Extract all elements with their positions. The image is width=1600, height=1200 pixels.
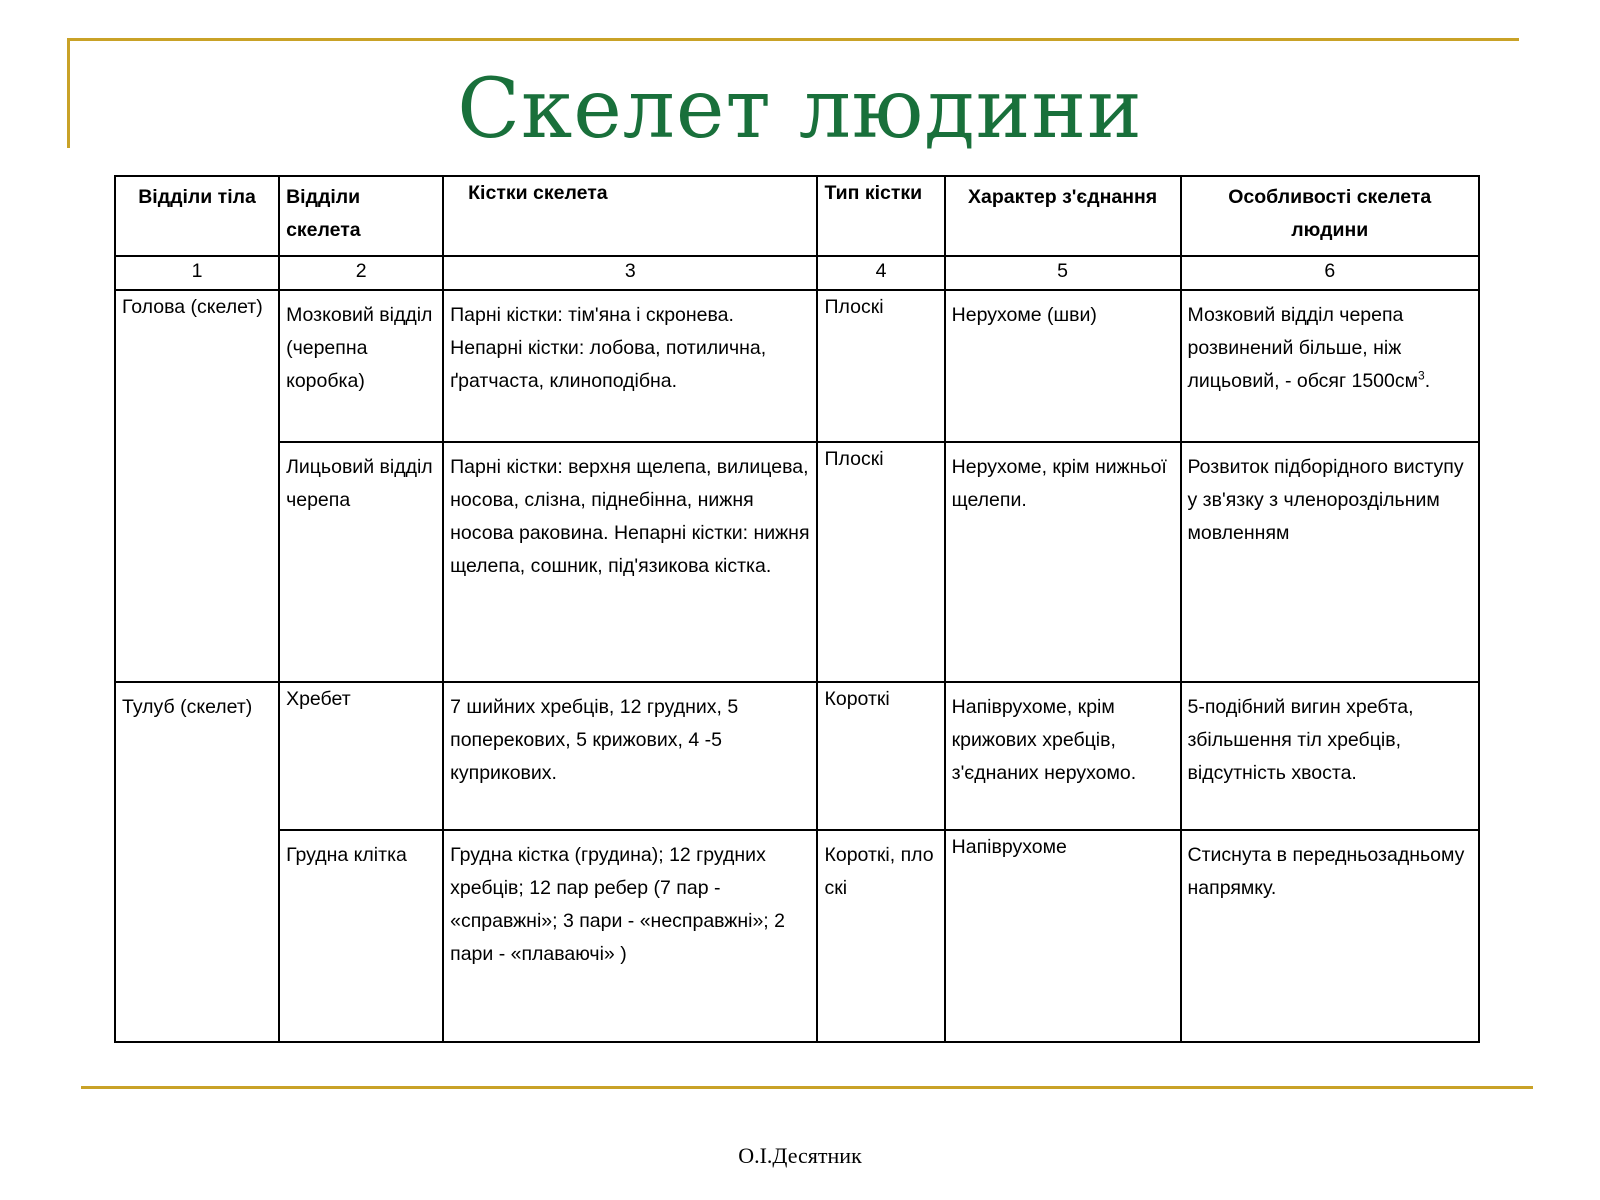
skeleton-table [114, 175, 1480, 1043]
cell-bones: Парні кістки: тім'яна і скронева. Непарні кістки: лобова, потилична, ґратчаста, клиноподібна. [443, 290, 817, 442]
cell-features [1181, 290, 1479, 442]
cell-section: Хребет [279, 682, 443, 830]
cell-bone-type: Плоскі [817, 442, 944, 682]
cell-joint: Напіврухоме, крім крижових хребців, з'єднаних нерухомо. [945, 682, 1181, 830]
cell-joint: Нерухоме, крім нижньої щелепи. [945, 442, 1181, 682]
cell-features: Розвиток підборідного виступу у зв'язку з членороздільним мовленням [1181, 442, 1479, 682]
features-superscript: 3 [1418, 368, 1425, 383]
cell-joint: Нерухоме (шви) [945, 290, 1181, 442]
column-number: 2 [279, 256, 443, 290]
header-bones: Кістки скелета [443, 176, 817, 256]
table-number-row [115, 256, 1479, 290]
cell-section: Грудна клітка [279, 830, 443, 1042]
column-number: 3 [443, 256, 817, 290]
table-row [115, 830, 1479, 1042]
features-end: . [1424, 370, 1431, 392]
cell-bone-type: Короткі [817, 682, 944, 830]
table-header-row [115, 176, 1479, 256]
cell-bones: 7 шийних хребців, 12 грудних, 5 поперекових, 5 крижових, 4 -5 куприкових. [443, 682, 817, 830]
table-row [115, 682, 1479, 830]
bottom-accent-line [81, 1086, 1533, 1089]
table-row [115, 442, 1479, 682]
features-text: Мозковий відділ черепа розвинений більше, ніж лицьовий, - обсяг 1500см [1187, 304, 1419, 392]
header-bone-type: Тип кістки [817, 176, 944, 256]
header-body-parts: Відділи тіла [115, 176, 279, 256]
cell-bones: Грудна кістка (грудина); 12 грудних хребців; 12 пар ребер (7 пар - «справжні»; 3 пари - «несправжні»; 2 пари - «плаваючі» ) [443, 830, 817, 1042]
column-number: 4 [817, 256, 944, 290]
header-features: Особливості скелета людини [1181, 176, 1479, 256]
cell-section: Лицьовий відділ черепа [279, 442, 443, 682]
body-part-head: Голова (скелет) [115, 290, 279, 682]
table-row [115, 290, 1479, 442]
cell-bones: Парні кістки: верхня щелепа, вилицева, носова, слізна, піднебінна, нижня носова раковина. Непарні кістки: нижня щелепа, сошник, під'язикова кістка. [443, 442, 817, 682]
header-joint-type: Характер з'єднання [945, 176, 1181, 256]
column-number: 5 [945, 256, 1181, 290]
author-footer: О.І.Десятник [738, 1143, 862, 1168]
column-number: 1 [115, 256, 279, 290]
header-skeleton-sections: Відділи скелета [279, 176, 443, 256]
column-number: 6 [1181, 256, 1479, 290]
body-part-trunk: Тулуб (скелет) [115, 682, 279, 1042]
cell-section: Мозковий відділ (черепна коробка) [279, 290, 443, 442]
top-accent-line [67, 38, 1519, 41]
cell-bone-type: Плоскі [817, 290, 944, 442]
cell-features: 5-подібний вигин хребта, збільшення тіл хребців, відсутність хвоста. [1181, 682, 1479, 830]
cell-bone-type: Короткі, плоскі [817, 830, 944, 1042]
cell-joint: Напіврухоме [945, 830, 1181, 1042]
cell-features: Стиснута в передньозадньому напрямку. [1181, 830, 1479, 1042]
page-title: Скелет людини [457, 62, 1143, 157]
